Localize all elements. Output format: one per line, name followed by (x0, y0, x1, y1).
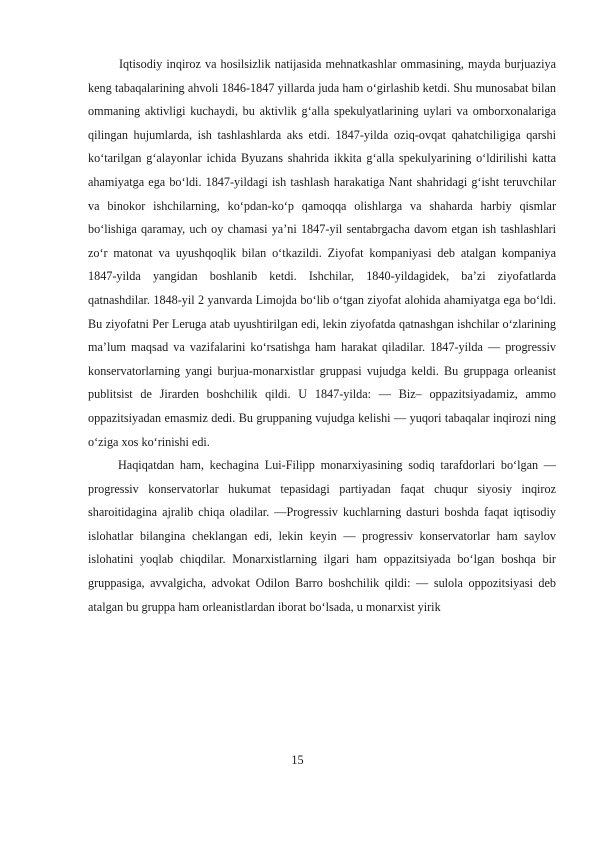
paragraph-2: Haqiqatdan ham, kechagina Lui-Filipp monarxiyasining sodiq tarafdorlari bo‘lgan — progressiv konservatorlar hukumat tepasidagi partiyadan faqat chuqur siyosiy inqiroz sharoitidagina ajralib chiqa oladilar. —Progressiv kuchlarning dasturi boshda faqat iqtisodiy islohatlar bilangina cheklangan edi, lekin keyin — progressiv konservatorlar ham saylov islohatini yoqlab chiqdilar. Monarxistlarning ilgari ham oppazitsiyada bo‘lgan boshqa bir gruppasiga, avvalgicha, advokat Odilon Barro boshchilik qildi: — sulola oppozitsiyasi deb atalgan bu gruppa ham orleanistlardan iborat bo‘lsada, u monarxist yirik (88, 458, 556, 614)
page-number: 15 (291, 753, 304, 767)
body-text (88, 53, 556, 619)
paragraph-1: Iqtisodiy inqiroz va hosilsizlik natijasida mehnatkashlar ommasining, mayda burjuaziya keng tabaqalarining ahvoli 1846-1847 yillarda juda ham o‘girlashib ketdi. Shu munosabat bilan ommaning aktivligi kuchaydi, bu aktivlik g‘alla spekulyatlarining uylari va omborxonalariga qilingan hujumlarda, ish tashlashlarda aks etdi. 1847-yilda oziq-ovqat qahatchiligiga qarshi ko‘tarilgan g‘alayonlar ichida Byuzans shahrida ikkita g‘alla spekulyarining o‘ldirilishi katta ahamiyatga ega bo‘ldi. 1847-yildagi ish tashlash harakatiga Nant shahridagi g‘isht teruvchilar va binokor ishchilarning, ko‘pdan-ko‘p qamoqqa olishlarga va shaharda harbiy qismlar bo‘lishiga qaramay, uch oy chamasi ya’ni 1847-yil sentabrgacha davom etgan ish tashlashlari zo‘r matonat va uyushqoqlik bilan o‘tkazildi. Ziyofat kompaniyasi deb atalgan kompaniya 1847-yilda yangidan boshlanib ketdi. Ishchilar, 1840-yildagidek, ba’zi ziyofatlarda qatnashdilar. 1848-yil 2 yanvarda Limojda bo‘lib o‘tgan ziyofat alohida ahamiyatga ega bo‘ldi. Bu ziyofatni Per Leruga atab uyushtirilgan edi, lekin ziyofatda qatnashgan ishchilar o‘zlarining ma’lum maqsad va vazifalarini ko‘rsatishga ham harakat qiladilar. 1847-yilda — progressiv konservatorlarning yangi burjua-monarxistlar gruppasi vujudga keldi. Bu gruppaga orleanist publitsist de Jirarden boshchilik qildi. U 1847-yilda: — Biz– oppazitsiyadamiz, ammo oppazitsiyadan emasmiz dedi. Bu gruppaning vujudga kelishi — yuqori tabaqalar inqirozi ning o‘ziga xos ko‘rinishi edi. (88, 57, 556, 449)
